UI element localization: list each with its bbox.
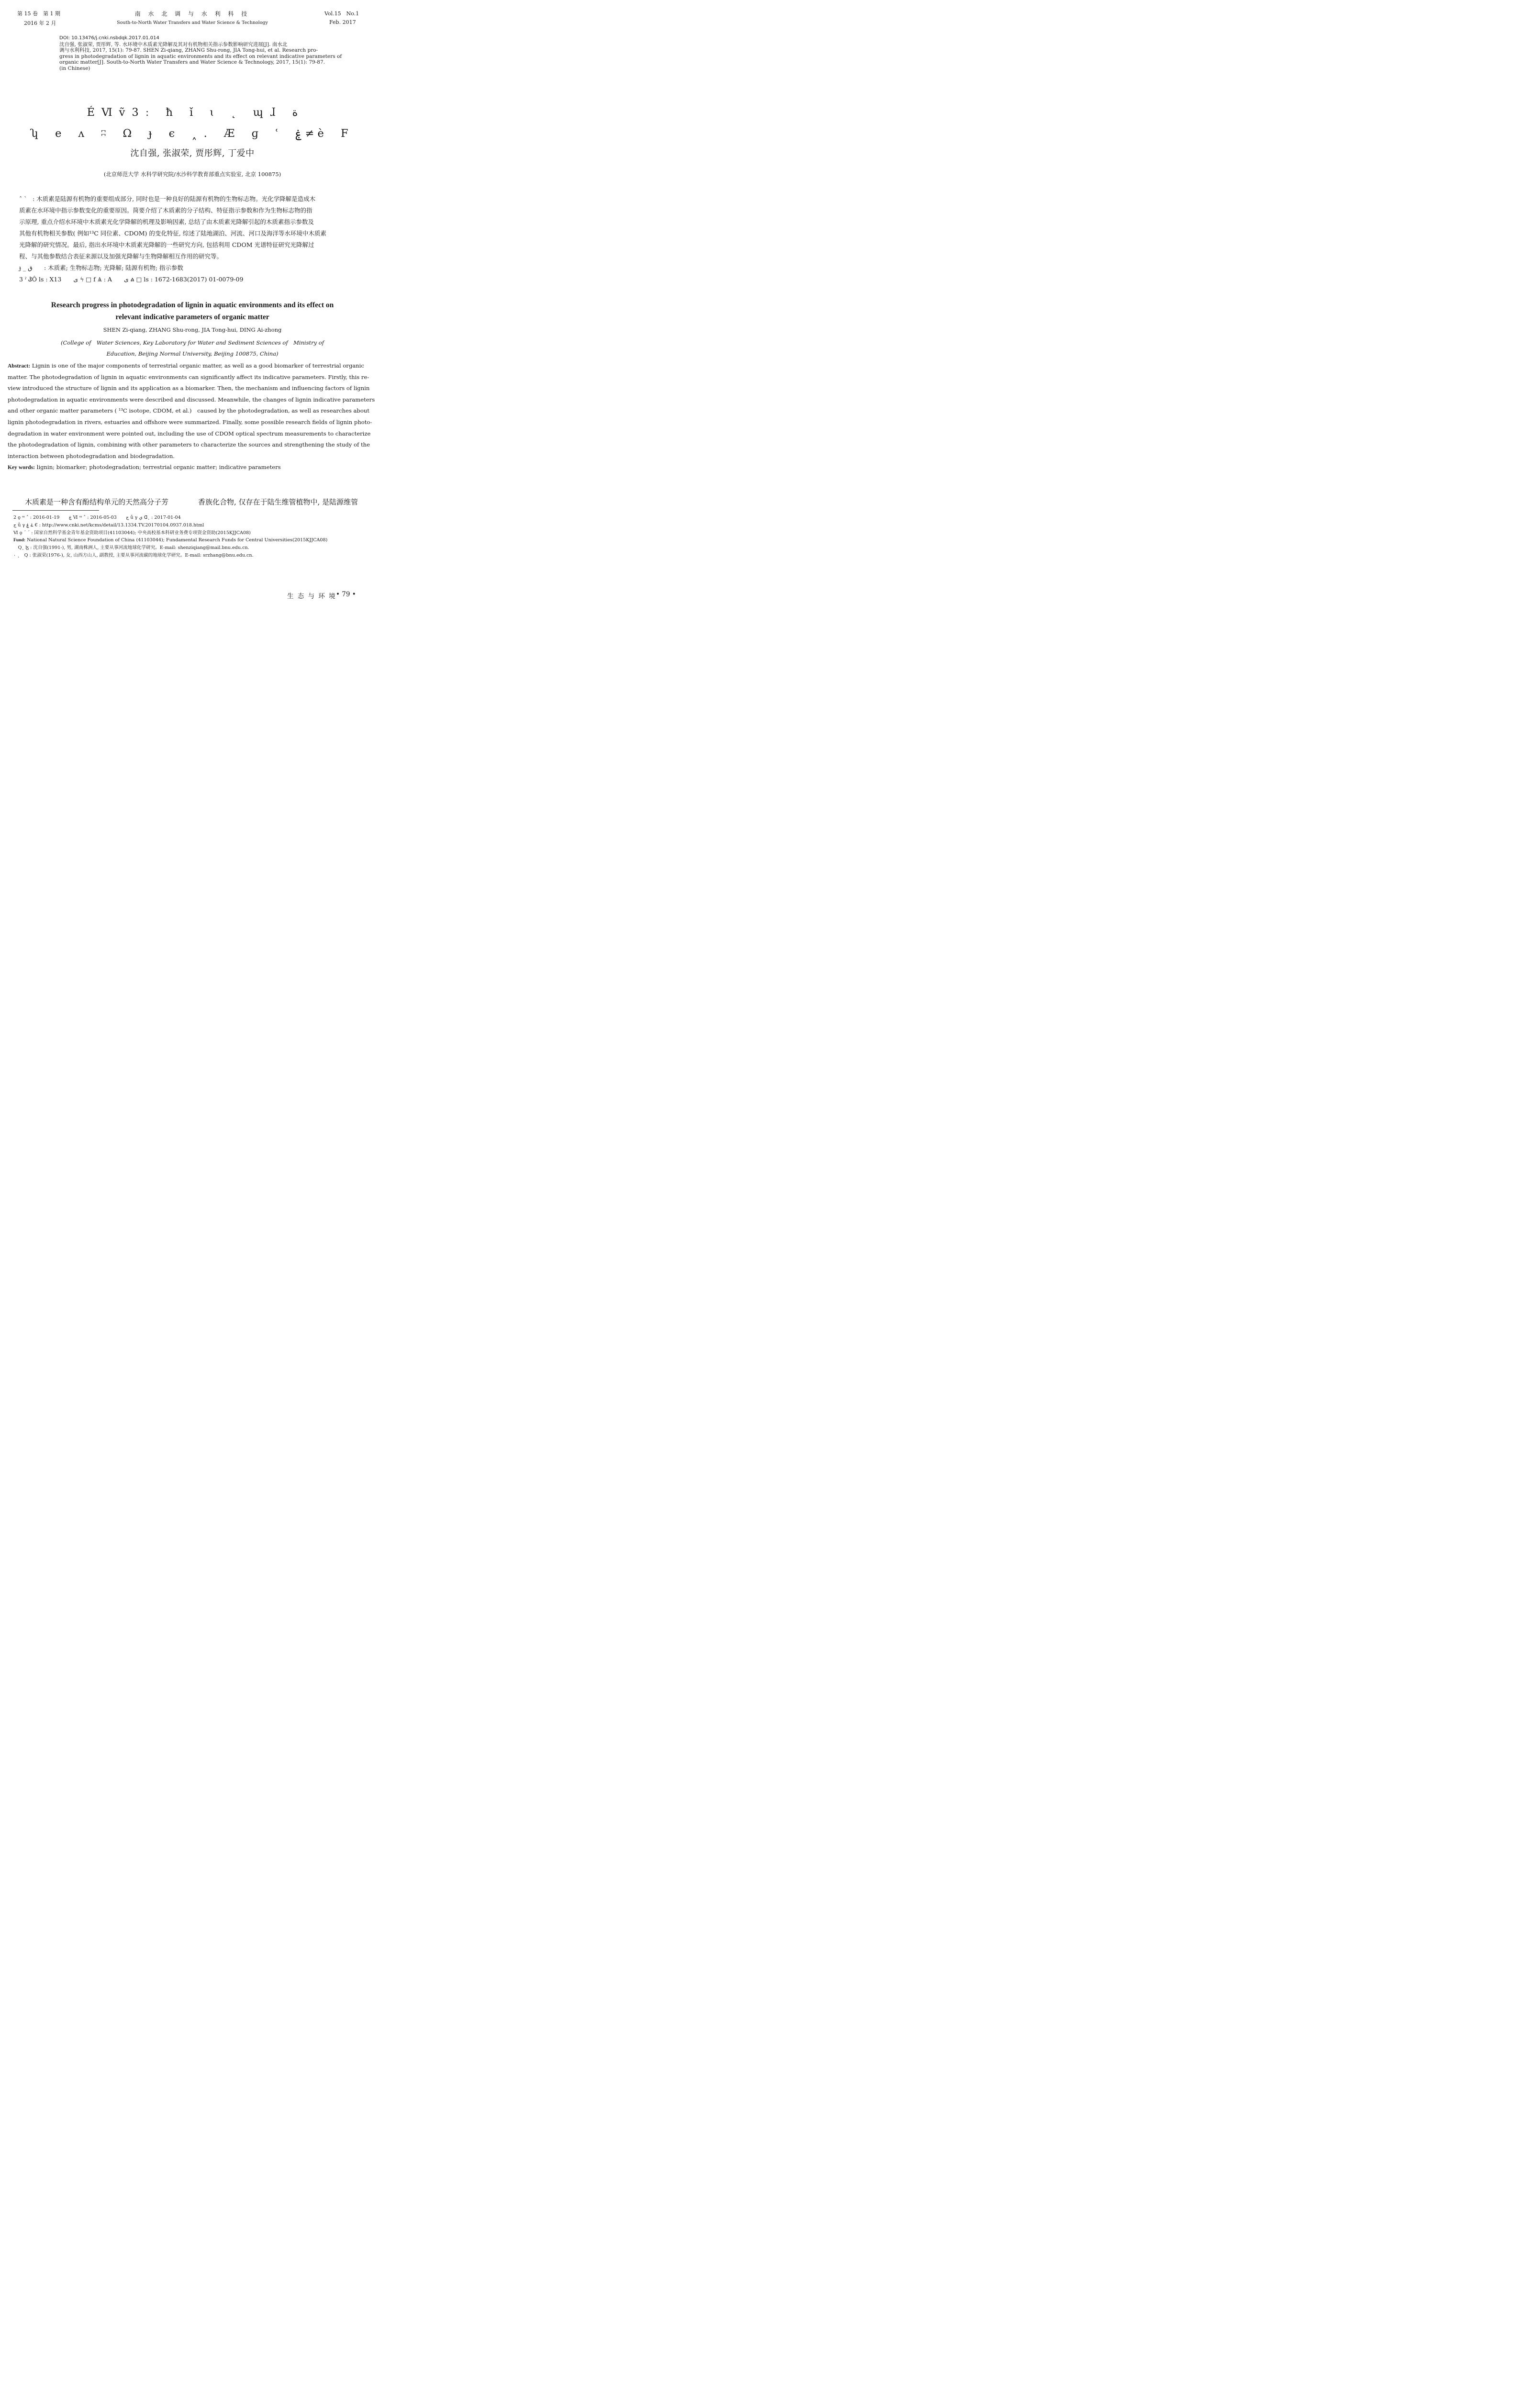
abstract-cn-line: 程、与其他参数结合表征来源以及加强光降解与生物降解相互作用的研究等。 — [19, 253, 223, 260]
abstract-en-line: matter. The photodegradation of lignin in aquatic environments can significantly affect its indicative parameters. Firstly, this re- — [8, 373, 369, 380]
fund-en-text: National Natural Science Foundation of China (41103044); Fundamental Research Funds for Central Universities(2015KJJCA08) — [25, 537, 328, 543]
abstract-cn — [19, 193, 366, 285]
title-en-line2: relevant indicative parameters of organic matter — [115, 313, 269, 321]
abstract-cn-line: 其他有机物相关参数( 例如¹³C 同位素、CDOM) 的变化特征, 综述了陆地湖泊、河流、河口及海洋等水环境中木质素 — [19, 230, 326, 237]
abstract-en-line: degradation in water environment were pointed out, including the use of CDOM optical spectrum measurements to characterize — [8, 430, 371, 437]
citation-doi: DOI: 10.13476/j.cnki.nsbdqk.2017.01.014 — [59, 35, 159, 41]
header-journal-en: South-to-North Water Transfers and Water Science & Technology — [117, 20, 268, 25]
abstract-cn-label: ˆ ˋ — [19, 195, 27, 202]
authors-cn: 沈自强, 张淑荣, 贾彤辉, 丁爱中 — [130, 148, 255, 158]
header-date-cn: 2016 年 2 月 — [24, 20, 56, 26]
footnote-rule — [12, 510, 99, 511]
footnotes — [13, 514, 327, 559]
abstract-en-label: Abstract: — [8, 363, 31, 369]
affiliation-cn: (北京师范大学 水科学研究院/水沙科学教育部重点实验室, 北京 100875) — [103, 171, 281, 178]
footnote-fund-cn: Ⅵ ϙ ˊ ˊ : 国家自然科学基金青年基金资助项目(41103044); 中央高校基本科研业务费专项资金资助(2015KJJCA08) — [13, 530, 251, 536]
footer-page-number: • 79 • — [336, 591, 356, 598]
title-garbled-line2: ʮ e ʌ ʭ Ω ɟ є ˰. Æ ɡ ʿ ۼ ≠ è F — [30, 127, 355, 140]
abstract-cn-line: 光降解的研究情况。最后, 指出水环境中木质素光降解的一些研究方向, 包括利用 CDOM 光谱特征研究光降解过 — [19, 241, 314, 248]
footnote-author1: Q˛ ɮ : 沈自强(1991-), 男, 湖南株洲人, 主要从事河流地球化学研究。E-mail: shenziqiang@mail.bnu.edu.cn. — [13, 545, 249, 551]
paper-page — [0, 0, 385, 607]
footnote-fund-en — [13, 537, 327, 544]
footnote-url: ج ǚ γ ۓ ۼ € : http://www.cnki.net/kcms/detail/13.1334.TV.20170104.0937.018.html — [13, 522, 204, 528]
citation-line: 调与水利科技, 2017, 15(1): 79-87. SHEN Zi-qiang, ZHANG Shu-rong, JIA Tong-hui, et al. Research pro- — [59, 47, 318, 54]
citation-line: (in Chinese) — [59, 65, 90, 71]
header-date-en: Feb. 2017 — [329, 19, 356, 25]
abstract-en-line: view introduced the structure of lignin and its application as a biomarker. Then, the mechanism and influencing factors of lignin — [8, 385, 370, 392]
abstract-en-line: interaction between photodegradation and biodegradation. — [8, 452, 175, 459]
header-vol-issue-en: Vol.15 No.1 — [324, 11, 359, 17]
abstract-cn-line: : 木质素是陆源有机物的重要组成部分, 同时也是一种良好的陆源有机物的生物标志物。光化学降解是造成木 — [33, 195, 316, 202]
footer-section: 生 态 与 环 境 — [287, 593, 336, 600]
authors-en: SHEN Zi-qiang, ZHANG Shu-rong, JIA Tong-hui, DING Ai-zhong — [103, 326, 282, 333]
abstract-en — [8, 360, 378, 473]
citation-line: 沈自强, 张淑荣, 贾彤辉, 等. 水环境中木质素光降解及其对有机物相关指示参数影响研究进展[J]. 南水北 — [59, 41, 288, 47]
keywords-cn: : 木质素; 生物标志物; 光降解; 陆源有机物; 指示参数 — [44, 264, 183, 271]
citation-block — [59, 35, 342, 72]
footnote-author2: ۰ ˛ Q : 张淑荣(1976-), 女, 山西方山人, 副教授, 主要从事河流碳的地球化学研究。E-mail: srzhang@bnu.edu.cn. — [13, 552, 254, 558]
title-en-line1: Research progress in photodegradation of lignin in aquatic environments and its effect on — [51, 301, 334, 309]
citation-line: gress in photodegradation of lignin in aquatic environments and its effect on relevant indicative parameters of — [59, 53, 342, 59]
footnote-dates: 2 ϙ ᵚ ˄ : 2016-01-19 ڿ Ⅵ ᵚ ˄ : 2016-05-03 ج ǚ γ ي ᗡ˛ : 2017-01-04 — [13, 515, 181, 520]
body-line-right: 香族化合物, 仅存在于陆生维管植物中, 是陆源维管 — [198, 498, 358, 506]
keywords-cn-label: ɟ _ ق — [19, 264, 33, 271]
abstract-en-line: the photodegradation of lignin, combining with other parameters to characterize the sources and strengthening the study of the — [8, 441, 370, 448]
abstract-cn-line: 示原理, 重点介绍水环境中木质素光化学降解的机理及影响因素, 总结了由木质素光降解引起的木质素指示参数及 — [19, 218, 314, 225]
abstract-en-line: lignin photodegradation in rivers, estuaries and offshore were summarized. Finally, some possible research fields of lignin photo- — [8, 418, 372, 425]
keywords-en: lignin; biomarker; photodegradation; terrestrial organic matter; indicative parameters — [35, 464, 281, 471]
fund-en-label: Fund: — [13, 537, 26, 543]
affiliation-en-line1: (College of Water Sciences, Key Laboratory for Water and Sediment Sciences of Ministry of — [61, 339, 324, 346]
header-vol-issue-cn: 第 15 卷 第 1 期 — [17, 11, 60, 17]
abstract-en-line: photodegradation in aquatic environments were described and discussed. Meanwhile, the changes of lignin indicative parameters — [8, 396, 375, 403]
affiliation-en-line2: Education, Beijing Normal University, Beijing 100875, China) — [106, 350, 279, 357]
keywords-en-label: Key words: — [8, 464, 35, 471]
citation-line: organic matter[J]. South-to-North Water Transfers and Water Science & Technology, 2017, 15(1): 79-87. — [59, 59, 325, 66]
abstract-cn-line: 质素在水环境中指示参数变化的重要原因。简要介绍了木质素的分子结构、特征指示参数和作为生物标志物的指 — [19, 207, 312, 214]
title-garbled-line1: ÉⅥṽ3ː ħ ǐ ɩ ˛ ɰɺ ة — [87, 106, 298, 119]
header-journal-cn: 南 水 北 调 与 水 利 科 技 — [134, 11, 250, 17]
body-line-left: 木质素是一种含有酚结构单元的天然高分子芳 — [25, 498, 169, 506]
abstract-en-line: Lignin is one of the major components of terrestrial organic matter, as well as a good biomarker of terrestrial organic — [30, 362, 364, 369]
classification-line: 3 ˀ ݣÔ ls : X13 ی ϟ □ f Ѧ : A ی ል □ ls : 1672-1683(2017) 01-0079-09 — [19, 276, 244, 283]
abstract-en-line: and other organic matter parameters ( ¹³C isotope, CDOM, et al.) caused by the photodegradation, as well as researches about — [8, 407, 369, 414]
